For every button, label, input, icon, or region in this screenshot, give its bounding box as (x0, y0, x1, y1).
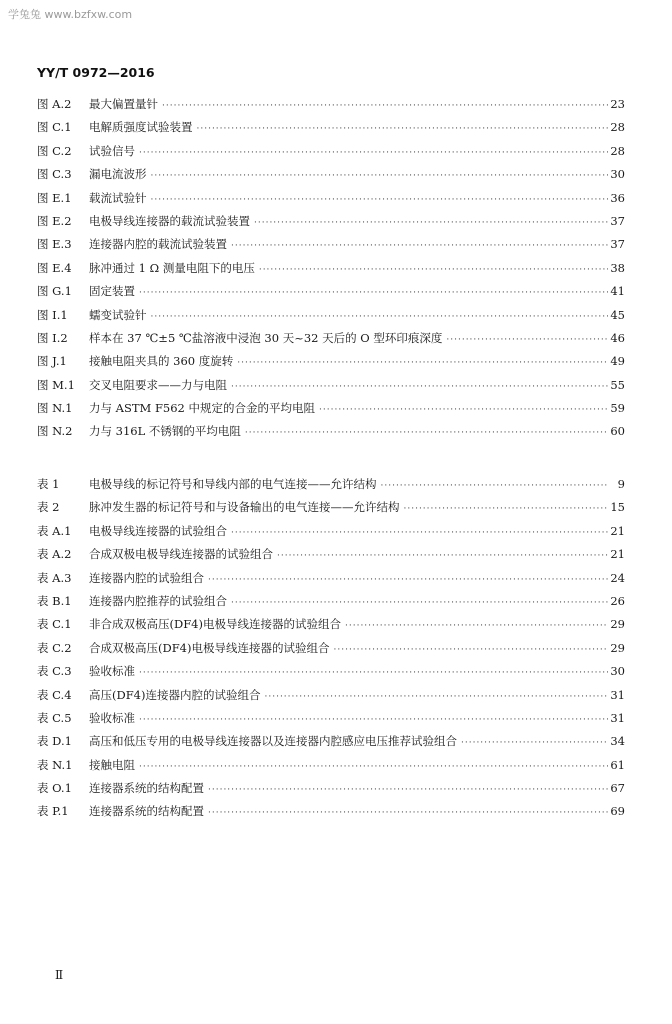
entry-page-number: 34 (610, 734, 625, 749)
figure-entry[interactable] (37, 119, 625, 142)
entry-title: 合成双极高压(DF4)电极导线连接器的试验组合 (89, 640, 330, 655)
dot-leader (231, 528, 608, 538)
dot-leader (259, 265, 609, 275)
page-number: Ⅱ (55, 968, 64, 982)
entry-title: 接触电阻夹具的 360 度旋转 (89, 354, 234, 369)
entry-page-number: 37 (610, 237, 625, 252)
entry-title: 连接器内腔的试验组合 (89, 570, 204, 585)
entry-page-number: 26 (610, 593, 625, 608)
entry-title: 高压(DF4)连接器内腔的试验组合 (89, 687, 261, 702)
figure-entry[interactable] (37, 260, 625, 283)
entry-page-number: 28 (610, 143, 625, 158)
entry-title: 漏电流波形 (89, 167, 147, 182)
entry-label: 表 P.1 (37, 804, 69, 819)
entry-title: 连接器内腔的载流试验装置 (89, 237, 227, 252)
entry-title: 脉冲通过 1 Ω 测量电阻下的电压 (89, 260, 255, 275)
dot-leader (277, 551, 608, 561)
entry-title: 蠕变试验针 (89, 307, 147, 322)
entry-label: 图 C.2 (37, 143, 72, 158)
entry-page-number: 60 (610, 424, 625, 439)
dot-leader (139, 668, 608, 678)
entry-title: 试验信号 (89, 143, 135, 158)
entry-label: 表 C.2 (37, 640, 72, 655)
entry-label: 图 E.4 (37, 260, 72, 275)
entry-title: 力与 ASTM F562 中规定的合金的平均电阻 (89, 401, 316, 416)
entry-page-number: 37 (610, 213, 625, 228)
entry-label: 表 N.1 (37, 757, 73, 772)
figure-entry[interactable] (37, 353, 625, 376)
entry-label: 图 M.1 (37, 377, 75, 392)
dot-leader (151, 171, 609, 181)
table-entry[interactable] (37, 616, 625, 639)
entry-title: 交叉电阻要求——力与电阻 (89, 377, 227, 392)
entry-label: 图 G.1 (37, 284, 72, 299)
table-entry[interactable] (37, 570, 625, 593)
table-entry[interactable] (37, 687, 625, 710)
entry-label: 表 O.1 (37, 781, 72, 796)
figure-entry[interactable] (37, 283, 625, 306)
table-entry[interactable] (37, 499, 625, 522)
standard-code-header: YY/T 0972—2016 (37, 65, 155, 80)
dot-leader (345, 621, 608, 631)
entry-label: 表 C.5 (37, 710, 72, 725)
table-entry[interactable] (37, 733, 625, 756)
entry-title: 载流试验针 (89, 190, 147, 205)
table-entry[interactable] (37, 546, 625, 569)
entry-title: 非合成双极高压(DF4)电极导线连接器的试验组合 (89, 617, 341, 632)
figure-entry[interactable] (37, 166, 625, 189)
entry-page-number: 46 (610, 330, 625, 345)
entry-title: 合成双极电极导线连接器的试验组合 (89, 547, 273, 562)
dot-leader (245, 428, 608, 438)
entry-title: 验收标准 (89, 664, 135, 679)
entry-page-number: 28 (610, 120, 625, 135)
figure-index-list (37, 96, 625, 447)
dot-leader (151, 195, 609, 205)
entry-title: 电极导线连接器的载流试验装置 (89, 213, 250, 228)
figure-entry[interactable] (37, 423, 625, 446)
entry-label: 图 N.2 (37, 424, 73, 439)
entry-page-number: 67 (610, 781, 625, 796)
entry-page-number: 36 (610, 190, 625, 205)
entry-label: 表 1 (37, 477, 60, 491)
entry-title: 脉冲发生器的标记符号和与设备输出的电气连接——允许结构 (89, 500, 400, 515)
entry-label: 表 A.2 (37, 547, 72, 562)
figure-entry[interactable] (37, 143, 625, 166)
table-entry[interactable] (37, 663, 625, 686)
entry-label: 图 N.1 (37, 401, 73, 416)
dot-leader (237, 358, 608, 368)
table-entry[interactable] (37, 593, 625, 616)
dot-leader (162, 101, 608, 111)
table-entry[interactable] (37, 640, 625, 663)
dot-leader (139, 762, 608, 772)
table-entry[interactable] (37, 523, 625, 546)
entry-title: 连接器系统的结构配置 (89, 804, 204, 819)
figure-entry[interactable] (37, 307, 625, 330)
figure-entry[interactable] (37, 96, 625, 119)
dot-leader (151, 312, 609, 322)
table-index-list (37, 476, 625, 827)
dot-leader (265, 692, 609, 702)
entry-page-number: 41 (610, 284, 625, 299)
entry-label: 图 E.3 (37, 237, 72, 252)
dot-leader (208, 808, 608, 818)
dot-leader (461, 738, 608, 748)
dot-leader (139, 288, 608, 298)
figure-entry[interactable] (37, 377, 625, 400)
entry-page-number: 29 (610, 640, 625, 655)
entry-label: 表 C.3 (37, 664, 72, 679)
dot-leader (334, 645, 609, 655)
entry-label: 图 E.2 (37, 213, 72, 228)
dot-leader (231, 241, 608, 251)
entry-label: 图 J.1 (37, 354, 67, 369)
entry-page-number: 61 (610, 757, 625, 772)
entry-page-number: 69 (610, 804, 625, 819)
entry-page-number: 24 (610, 570, 625, 585)
entry-label: 图 C.1 (37, 120, 72, 135)
entry-title: 验收标准 (89, 710, 135, 725)
entry-label: 图 A.2 (37, 97, 72, 111)
entry-page-number: 55 (610, 377, 625, 392)
entry-page-number: 31 (610, 687, 625, 702)
dot-leader (139, 715, 608, 725)
dot-leader (404, 504, 609, 514)
dot-leader (319, 405, 608, 415)
entry-title: 电极导线的标记符号和导线内部的电气连接——允许结构 (89, 477, 377, 491)
table-entry[interactable] (37, 757, 625, 780)
entry-page-number: 21 (610, 523, 625, 538)
entry-label: 图 C.3 (37, 167, 72, 182)
figure-entry[interactable] (37, 330, 625, 353)
entry-label: 图 I.1 (37, 307, 68, 322)
entry-page-number: 59 (610, 401, 625, 416)
entry-page-number: 15 (610, 500, 625, 515)
table-entry[interactable] (37, 710, 625, 733)
entry-title: 力与 316L 不锈钢的平均电阻 (89, 424, 241, 439)
dot-leader (381, 481, 610, 491)
figure-entry[interactable] (37, 213, 625, 236)
entry-page-number: 31 (610, 710, 625, 725)
table-entry[interactable] (37, 780, 625, 803)
dot-leader (254, 218, 608, 228)
table-entry[interactable] (37, 476, 625, 499)
dot-leader (139, 148, 608, 158)
table-entry[interactable] (37, 803, 625, 826)
figure-entry[interactable] (37, 400, 625, 423)
figure-entry[interactable] (37, 190, 625, 213)
entry-page-number: 30 (610, 167, 625, 182)
entry-label: 表 D.1 (37, 734, 72, 749)
entry-title: 电极导线连接器的试验组合 (89, 523, 227, 538)
entry-label: 表 A.1 (37, 523, 72, 538)
entry-label: 表 B.1 (37, 593, 72, 608)
entry-label: 图 E.1 (37, 190, 72, 205)
entry-title: 最大偏置量针 (89, 97, 158, 111)
entry-title: 高压和低压专用的电极导线连接器以及连接器内腔感应电压推荐试验组合 (89, 734, 457, 749)
entry-page-number: 9 (617, 477, 625, 491)
watermark-text: 学兔兔 www.bzfxw.com (8, 8, 133, 21)
entry-page-number: 45 (610, 307, 625, 322)
entry-label: 表 C.1 (37, 617, 72, 632)
entry-page-number: 23 (610, 97, 625, 111)
dot-leader (231, 598, 608, 608)
entry-page-number: 30 (610, 664, 625, 679)
entry-page-number: 38 (610, 260, 625, 275)
entry-title: 连接器系统的结构配置 (89, 781, 204, 796)
entry-title: 接触电阻 (89, 757, 135, 772)
entry-title: 固定装置 (89, 284, 135, 299)
entry-page-number: 49 (610, 354, 625, 369)
entry-title: 连接器内腔推荐的试验组合 (89, 593, 227, 608)
dot-leader (446, 335, 608, 345)
entry-label: 表 C.4 (37, 687, 72, 702)
dot-leader (231, 382, 608, 392)
dot-leader (197, 124, 609, 134)
entry-title: 样本在 37 ℃±5 ℃盐溶液中浸泡 30 天~32 天后的 O 型环印痕深度 (89, 330, 443, 345)
entry-label: 表 A.3 (37, 570, 72, 585)
entry-label: 表 2 (37, 500, 60, 515)
dot-leader (208, 575, 608, 585)
entry-label: 图 I.2 (37, 330, 68, 345)
entry-page-number: 29 (610, 617, 625, 632)
figure-entry[interactable] (37, 236, 625, 259)
entry-page-number: 21 (610, 547, 625, 562)
dot-leader (208, 785, 608, 795)
entry-title: 电解质强度试验装置 (89, 120, 193, 135)
